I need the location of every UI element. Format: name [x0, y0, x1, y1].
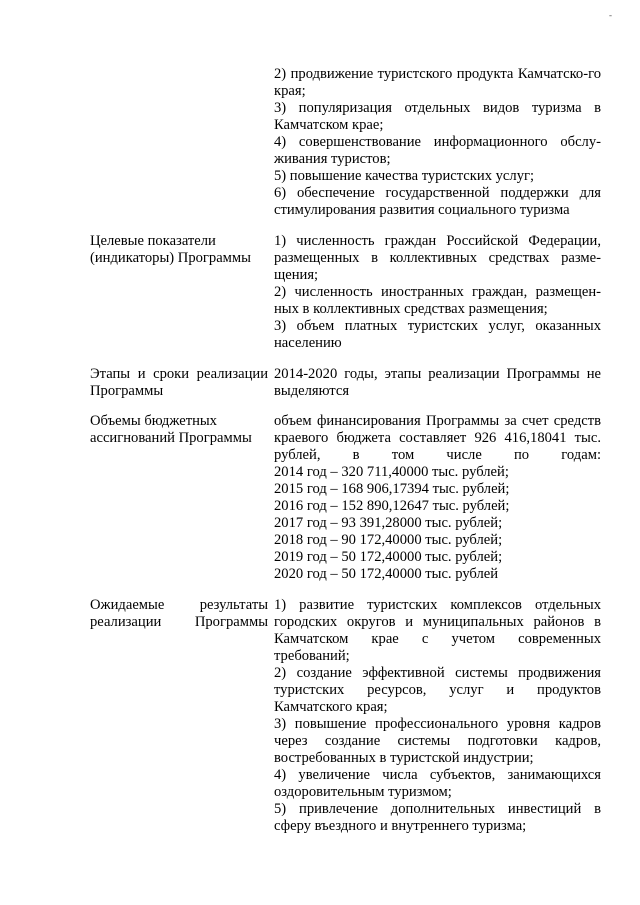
funding-year: 2014 год – 320 711,40000 тыс. рублей; [274, 464, 509, 480]
stages-label: Этапы и сроки реализации Программы [90, 366, 268, 399]
task-item: 3) популяризация отдельных видов туризма в Камчатском крае; [274, 100, 601, 133]
tasks-continuation [274, 66, 601, 219]
indicator-item: 3) объем платных туристских услуг, оказанных населению [274, 318, 601, 351]
indicators-list [274, 233, 601, 352]
task-item: 2) продвижение туристского продукта Камчатско-го края; [274, 66, 601, 99]
stages-item: 2014-2020 годы, этапы реализации Программы не выделяются [274, 366, 601, 399]
funding-block [274, 413, 601, 583]
stages-text [274, 366, 601, 400]
corner-mark: - [609, 10, 612, 20]
funding-year: 2016 год – 152 890,12647 тыс. рублей; [274, 498, 510, 514]
funding-year: 2018 год – 90 172,40000 тыс. рублей; [274, 532, 503, 548]
task-item: 5) повышение качества туристских услуг; [274, 168, 535, 184]
result-item: 1) развитие туристских комплексов отдельных городских округов и муниципальных районов в Камчатском крае с учетом современных требований; [274, 597, 601, 664]
funding-label: Объемы бюджетных ассигнований Программы [90, 413, 252, 446]
indicators-label: Целевые показатели (индикаторы) Программы [90, 233, 251, 266]
task-item: 6) обеспечение государственной поддержки для стимулирования развития социального туризма [274, 185, 601, 218]
result-item: 2) создание эффективной системы продвижения туристских ресурсов, услуг и продуктов Камчатского края; [274, 665, 601, 715]
result-item: 3) повышение профессионального уровня кадров через создание системы подготовки кадров, востребованных в туристской индустрии; [274, 716, 601, 766]
result-item: 4) увеличение числа субъектов, занимающихся оздоровительным туризмом; [274, 767, 601, 800]
result-item: 5) привлечение дополнительных инвестиций в сферу въездного и внутреннего туризма; [274, 801, 601, 834]
funding-year: 2019 год – 50 172,40000 тыс. рублей; [274, 549, 503, 565]
results-label: Ожидаемые результаты реализации Программы [90, 597, 268, 630]
indicator-item: 1) численность граждан Российской Федерации, размещенных в коллективных средствах разме-щения; [274, 233, 601, 283]
indicator-item: 2) численность иностранных граждан, размещен-ных в коллективных средствах размещения; [274, 284, 601, 317]
funding-intro: объем финансирования Программы за счет средств краевого бюджета составляет 926 416,18041 тыс. рублей, в том числе по годам: [274, 413, 601, 463]
funding-year: 2020 год – 50 172,40000 тыс. рублей [274, 566, 499, 582]
results-list [274, 597, 601, 835]
task-item: 4) совершенствование информационного обслу-живания туристов; [274, 134, 601, 167]
funding-year: 2017 год – 93 391,28000 тыс. рублей; [274, 515, 503, 531]
funding-year: 2015 год – 168 906,17394 тыс. рублей; [274, 481, 510, 497]
